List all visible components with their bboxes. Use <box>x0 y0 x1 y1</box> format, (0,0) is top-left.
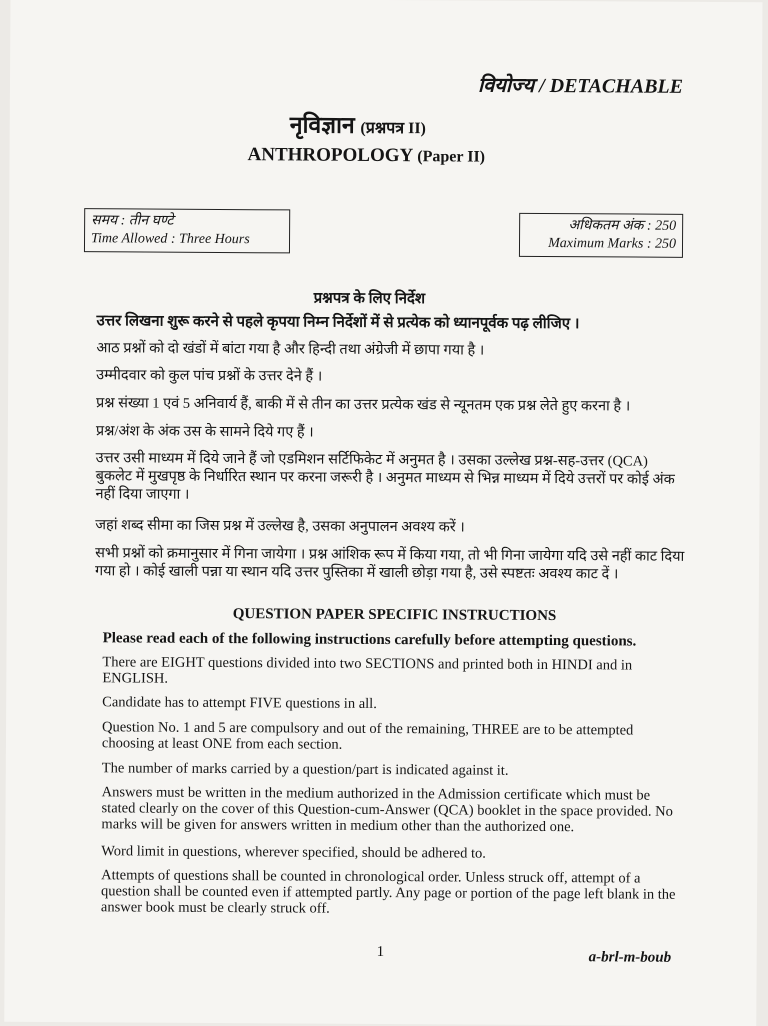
maximum-marks-box <box>519 213 683 258</box>
english-instructions-heading: QUESTION PAPER SPECIFIC INSTRUCTIONS <box>232 606 557 625</box>
english-instruction-item: Attempts of questions shall be counted in chronological order. Unless struck off, attempt of a question shall be counted even if attempted partly. Any page or portion of the page left blank in the answer book must be clearly struck off. <box>100 867 676 917</box>
time-allowed-box <box>84 208 290 253</box>
hindi-instruction-item: प्रश्न/अंश के अंक उस के सामने दिये गए हैं । <box>95 423 314 441</box>
english-title <box>247 144 485 167</box>
exam-paper-page <box>4 0 762 1026</box>
hindi-instruction-item: उत्तर उसी माध्यम में दिये जाने हैं जो एडमिशन सर्टिफिकेट में अनुमत है । उसका उल्लेख प्रश्न-सह-उत्तर (QCA) बुकलेट में मुखपृष्ठ के निर्धारित स्थान पर करना जरूरी है । अनुमत माध्यम से भिन्न माध्यम में दिये उत्तरों पर कोई अंक नहीं दिया जाएगा । <box>95 450 675 503</box>
english-instruction-item: The number of marks carried by a question/part is indicated against it. <box>101 760 509 779</box>
paper-code: a-brl-m-boub <box>588 949 672 966</box>
page-number: 1 <box>376 943 385 961</box>
english-instructions-lead: Please read each of the following instructions carefully before attempting questions. <box>102 630 637 650</box>
english-instruction-item: Question No. 1 and 5 are compulsory and out of the remaining, THREE are to be attempted choosing at least ONE from each section. <box>101 719 634 753</box>
english-instruction-item: There are EIGHT questions divided into two SECTIONS and printed both in HINDI and in ENGLISH. <box>102 654 633 687</box>
english-instruction-item: Candidate has to attempt FIVE questions in all. <box>102 694 377 712</box>
hindi-instruction-item: जहां शब्द सीमा का जिस प्रश्न में उल्लेख है, उसका अनुपालन अवश्य करें । <box>95 517 465 536</box>
english-subject: ANTHROPOLOGY <box>247 144 413 167</box>
marks-hindi: अधिकतम अंक : 250 <box>568 218 677 234</box>
hindi-title <box>290 107 426 140</box>
detachable-label: वियोज्य / DETACHABLE <box>477 74 684 98</box>
time-english: Time Allowed : Three Hours <box>90 231 250 248</box>
hindi-instructions-lead: उत्तर लिखना शुरू करने से पहले कृपया निम्न निर्देशों में से प्रत्येक को ध्यानपूर्वक पढ़ लीजिए । <box>96 313 580 333</box>
hindi-subject: नृविज्ञान <box>289 112 355 138</box>
hindi-instructions-heading: प्रश्नपत्र के लिए निर्देश <box>313 290 426 308</box>
hindi-instruction-item: आठ प्रश्नों को दो खंडों में बांटा गया है और हिन्दी तथा अंग्रेजी में छापा गया है । <box>96 340 485 359</box>
english-paper: (Paper II) <box>417 148 486 166</box>
english-instruction-item: Word limit in questions, wherever specified, should be adhered to. <box>101 843 486 862</box>
time-hindi: समय : तीन घण्टे <box>91 213 174 229</box>
hindi-paper: (प्रश्नपत्र II) <box>360 119 426 138</box>
hindi-instruction-item: सभी प्रश्नों को क्रमानुसार में गिना जायेगा । प्रश्न आंशिक रूप में किया गया, तो भी गिना जायेगा यदि उसे नहीं काट दिया गया हो । कोई खाली पन्ना या स्थान यदि उत्तर पुस्तिका में खाली छोड़ा गया है, उसे स्पष्टतः अवश्य काट दें । <box>94 545 685 583</box>
marks-english: Maximum Marks : 250 <box>548 235 677 252</box>
english-instruction-item: Answers must be written in the medium authorized in the Admission certificate which must be stated clearly on the cover of this Question-cum-Answer (QCA) booklet in the space provided. No marks will be given for answers written in medium other than the authorized one. <box>101 784 673 836</box>
hindi-instruction-item: प्रश्न संख्या 1 एवं 5 अनिवार्य हैं, बाकी में से तीन का उत्तर प्रत्येक खंड से न्यूनतम एक प्रश्न लेते हुए करना है । <box>95 395 631 415</box>
hindi-instruction-item: उम्मीदवार को कुल पांच प्रश्नों के उत्तर देने हैं । <box>96 367 323 385</box>
